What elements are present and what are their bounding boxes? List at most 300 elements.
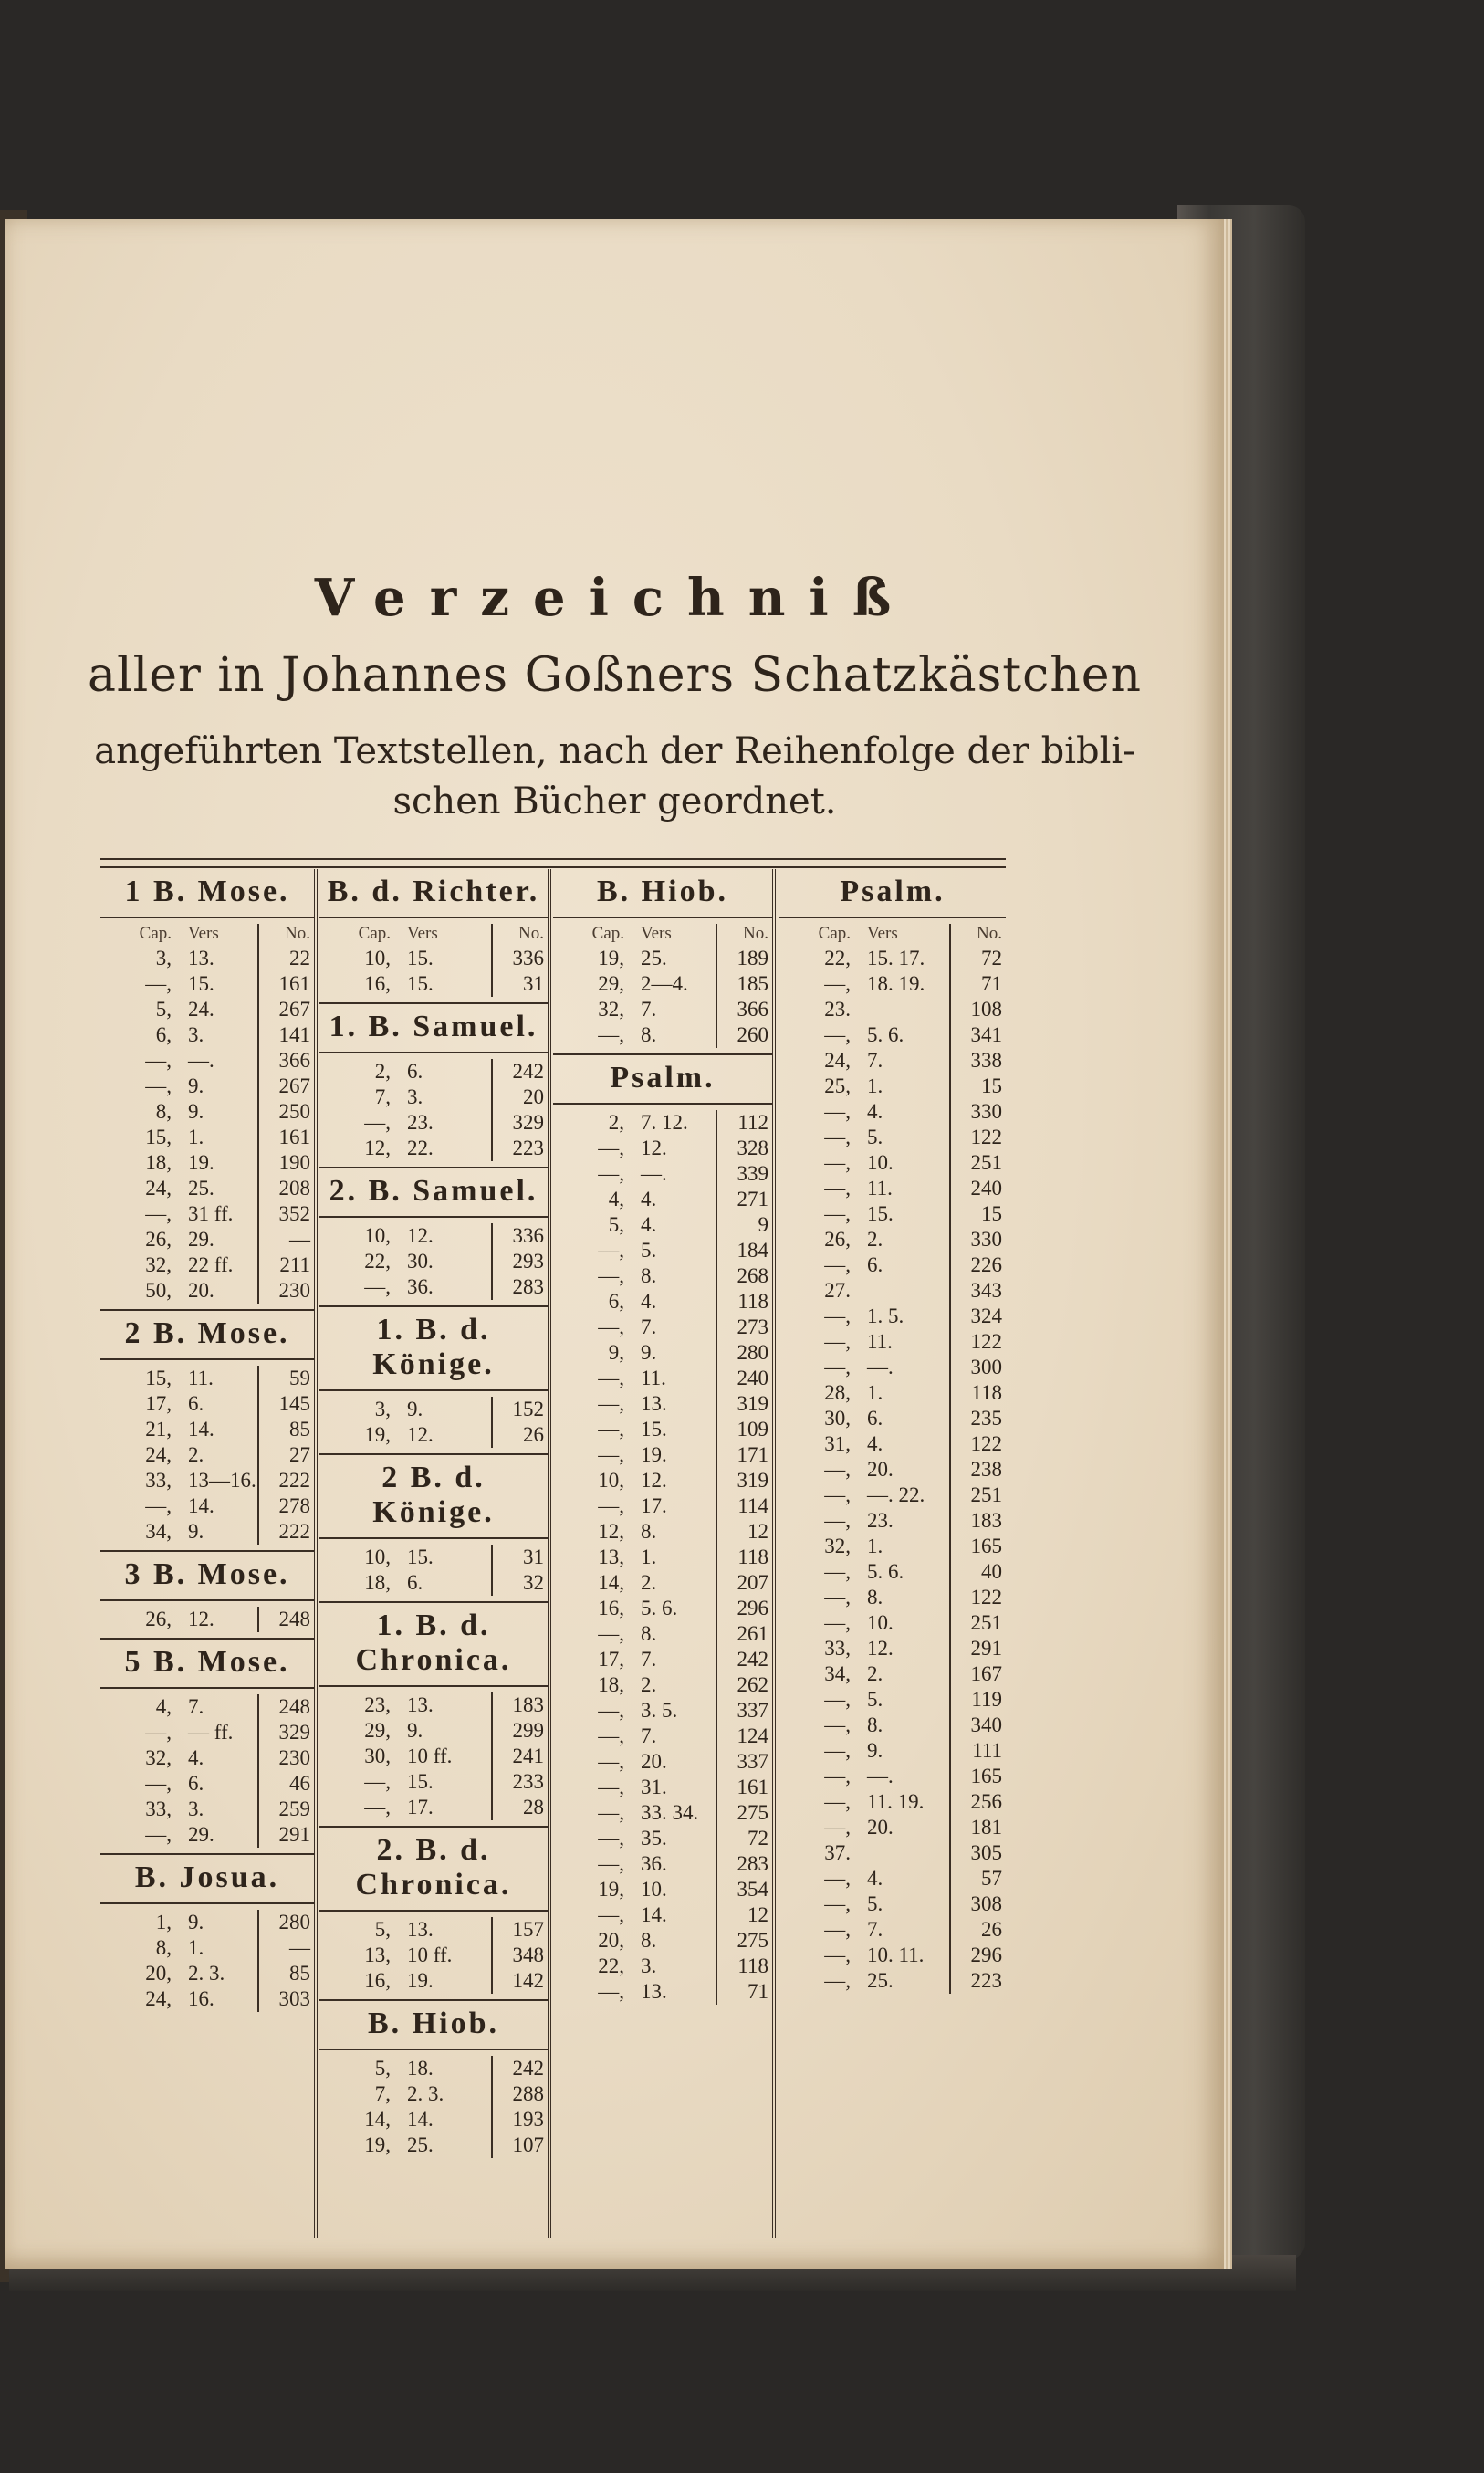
verse-cell: 2. 3.	[188, 1962, 225, 1985]
number-cell: 305	[949, 1840, 1006, 1866]
number-cell: 242	[491, 1059, 548, 1085]
chapter-cell: 29,	[364, 1719, 391, 1742]
chapter-cell: —,	[145, 1772, 172, 1795]
verse-cell: 2.	[641, 1673, 657, 1696]
chapter-cell: —,	[824, 1253, 851, 1276]
chapter-cell: —,	[824, 1509, 851, 1532]
number-cell: 319	[716, 1468, 772, 1493]
chapter-cell: —,	[364, 1770, 391, 1793]
number-cell: 109	[716, 1417, 772, 1442]
chapter-cell: —,	[598, 1827, 624, 1850]
number-cell: 189	[716, 946, 772, 971]
chapter-cell: 37.	[824, 1841, 851, 1864]
chapter-cell: 3,	[155, 947, 172, 969]
page-subtitle-line-3: schen Bücher geordnet.	[392, 781, 837, 823]
number-cell: 183	[491, 1692, 548, 1718]
verse-cell: 10.	[641, 1878, 667, 1901]
number-cell: 31	[491, 1545, 548, 1570]
number-cell: 303	[257, 1986, 314, 2012]
table-row	[100, 1201, 314, 1227]
number-cell: 32	[491, 1570, 548, 1596]
chapter-cell: —,	[824, 972, 851, 995]
verse-cell: 15.	[867, 1202, 894, 1225]
table-row	[779, 1048, 1006, 1074]
chapter-cell: —,	[598, 1239, 624, 1262]
page-title: Verzeichniß	[314, 568, 915, 628]
chapter-cell: 32,	[145, 1253, 172, 1276]
chapter-cell: 6,	[155, 1023, 172, 1046]
table-row	[779, 1329, 1006, 1355]
chapter-cell: —,	[824, 1867, 851, 1890]
number-cell: 271	[716, 1187, 772, 1212]
table-row	[779, 1636, 1006, 1661]
number-cell: 118	[716, 1289, 772, 1315]
table-row	[779, 1610, 1006, 1636]
chapter-cell: 25,	[824, 1074, 851, 1097]
table-row	[779, 971, 1006, 997]
number-cell: 230	[257, 1745, 314, 1771]
number-cell: 242	[491, 2056, 548, 2081]
verse-cell: 6.	[867, 1253, 883, 1276]
header-no: No.	[716, 924, 772, 946]
chapter-cell: —,	[598, 1494, 624, 1517]
chapter-cell: —,	[824, 1100, 851, 1123]
chapter-cell: 3,	[374, 1398, 391, 1420]
verse-cell: 17.	[641, 1494, 667, 1517]
chapter-cell: —,	[598, 1023, 624, 1046]
number-cell: 122	[949, 1329, 1006, 1355]
book-section-title: 5 B. Mose.	[100, 1638, 314, 1689]
table-row	[100, 1720, 314, 1745]
table-row	[319, 1692, 548, 1718]
header-vers: Vers	[867, 924, 898, 943]
number-cell: 40	[949, 1559, 1006, 1585]
verse-cell: 6.	[407, 1060, 423, 1083]
chapter-cell: —,	[824, 1586, 851, 1608]
chapter-cell: —,	[824, 1739, 851, 1762]
verse-cell: 15.	[407, 1770, 434, 1793]
chapter-cell: 26,	[145, 1228, 172, 1251]
number-cell: 256	[949, 1789, 1006, 1815]
number-cell: 211	[257, 1252, 314, 1278]
number-cell: 9	[716, 1212, 772, 1238]
number-cell: 291	[949, 1636, 1006, 1661]
table-row	[100, 1986, 314, 2012]
verse-cell: 12.	[407, 1423, 434, 1446]
table-row	[779, 1431, 1006, 1457]
verse-cell: 3.	[407, 1085, 423, 1108]
number-cell: 324	[949, 1304, 1006, 1329]
chapter-cell: 32,	[145, 1746, 172, 1769]
verse-cell: —. 22.	[867, 1483, 925, 1506]
table-row	[779, 1074, 1006, 1099]
book-section	[100, 1853, 314, 2012]
number-cell: 278	[257, 1493, 314, 1519]
chapter-cell: —,	[598, 1980, 624, 2003]
verse-cell: 6.	[188, 1772, 204, 1795]
verse-cell: 29.	[188, 1228, 214, 1251]
number-cell: 122	[949, 1431, 1006, 1457]
table-row	[553, 1417, 772, 1442]
verse-cell: 12.	[641, 1137, 667, 1159]
verse-cell: — ff.	[188, 1721, 234, 1744]
number-cell: 57	[949, 1866, 1006, 1891]
verse-cell: 19.	[641, 1443, 667, 1466]
book-section-title: 1. B. d. Chronica.	[319, 1601, 548, 1687]
chapter-cell: 23.	[824, 998, 851, 1021]
table-row	[100, 1048, 314, 1074]
number-cell: 235	[949, 1406, 1006, 1431]
table-row	[553, 1979, 772, 2005]
book-section	[319, 869, 548, 997]
table-row	[100, 1099, 314, 1125]
chapter-cell: 24,	[824, 1049, 851, 1072]
chapter-cell: —,	[824, 1918, 851, 1941]
chapter-cell: —,	[364, 1111, 391, 1134]
verse-cell: 7.	[867, 1049, 883, 1072]
table-row	[779, 1227, 1006, 1252]
number-cell: 207	[716, 1570, 772, 1596]
number-cell: 354	[716, 1877, 772, 1902]
chapter-cell: 21,	[145, 1418, 172, 1441]
chapter-cell: —,	[824, 1816, 851, 1839]
table-row	[319, 1917, 548, 1943]
chapter-cell: 33,	[145, 1797, 172, 1820]
verse-cell: 7.	[867, 1918, 883, 1941]
number-cell: 222	[257, 1519, 314, 1545]
book-section	[100, 1638, 314, 1848]
verse-cell: 9.	[188, 1520, 204, 1543]
verse-cell: 11. 19.	[867, 1790, 925, 1813]
table-row	[100, 1417, 314, 1442]
verse-cell: 20.	[867, 1458, 894, 1481]
table-row	[319, 1545, 548, 1570]
chapter-cell: 2,	[608, 1111, 624, 1134]
table-row	[779, 1789, 1006, 1815]
table-row	[553, 1749, 772, 1775]
table-row	[553, 1187, 772, 1212]
number-cell: 329	[491, 1110, 548, 1136]
chapter-cell: —,	[824, 1765, 851, 1787]
chapter-cell: 50,	[145, 1279, 172, 1302]
page-subtitle-line-2: angeführten Textstellen, nach der Reihenfolge der bibli-	[94, 730, 1135, 772]
chapter-cell: 18,	[364, 1571, 391, 1594]
verse-cell: 12.	[641, 1469, 667, 1492]
number-cell: —	[257, 1227, 314, 1252]
chapter-cell: 5,	[155, 998, 172, 1021]
table-row	[553, 1340, 772, 1366]
verse-cell: 14.	[188, 1494, 214, 1517]
verse-cell: 9.	[407, 1719, 423, 1742]
table-row	[553, 1954, 772, 1979]
chapter-cell: —,	[145, 1823, 172, 1846]
number-cell: 124	[716, 1724, 772, 1749]
number-cell: 26	[949, 1917, 1006, 1943]
chapter-cell: —,	[145, 1721, 172, 1744]
verse-cell: 1.	[867, 1074, 883, 1097]
table-row	[100, 1125, 314, 1150]
table-row	[779, 946, 1006, 971]
table-row	[100, 1935, 314, 1961]
number-cell: 337	[716, 1749, 772, 1775]
chapter-cell: —,	[598, 1852, 624, 1875]
verse-cell: 10. 11.	[867, 1944, 925, 1966]
column-header-row	[100, 924, 314, 946]
chapter-cell: 28,	[824, 1381, 851, 1404]
table-row	[100, 1278, 314, 1304]
number-cell: 348	[491, 1943, 548, 1968]
number-cell: 184	[716, 1238, 772, 1263]
table-row	[319, 971, 548, 997]
number-cell: 280	[257, 1910, 314, 1935]
verse-cell: 4.	[867, 1432, 883, 1455]
verse-cell: 33. 34.	[641, 1801, 699, 1824]
chapter-cell: 19,	[598, 1878, 624, 1901]
chapter-cell: 17,	[598, 1648, 624, 1671]
table-row	[779, 1355, 1006, 1380]
number-cell: 336	[491, 946, 548, 971]
verse-cell: —.	[867, 1356, 894, 1378]
chapter-cell: 2,	[374, 1060, 391, 1083]
table-row	[553, 1647, 772, 1672]
chapter-cell: 1,	[155, 1911, 172, 1933]
table-row	[100, 946, 314, 971]
verse-cell: 18.	[407, 2057, 434, 2080]
table-row	[779, 1022, 1006, 1048]
chapter-cell: —,	[145, 1202, 172, 1225]
verse-cell: 4.	[188, 1746, 204, 1769]
number-cell: 165	[949, 1764, 1006, 1789]
table-row	[319, 2132, 548, 2158]
chapter-cell: 13,	[364, 1944, 391, 1966]
number-cell: 293	[491, 1249, 548, 1274]
chapter-cell: 16,	[364, 1969, 391, 1992]
header-vers: Vers	[641, 924, 672, 943]
number-cell: 259	[257, 1797, 314, 1822]
verse-cell: 15.	[641, 1418, 667, 1441]
chapter-cell: —,	[598, 1443, 624, 1466]
chapter-cell: 4,	[155, 1695, 172, 1718]
number-cell: 343	[949, 1278, 1006, 1304]
table-row	[779, 1099, 1006, 1125]
number-cell: 261	[716, 1621, 772, 1647]
verse-cell: 15.	[407, 972, 434, 995]
column-header-row	[319, 924, 548, 946]
number-cell: 141	[257, 1022, 314, 1048]
table-row	[319, 1085, 548, 1110]
chapter-cell: 8,	[155, 1936, 172, 1959]
table-row	[553, 1698, 772, 1724]
chapter-cell: 16,	[364, 972, 391, 995]
chapter-cell: 19,	[598, 947, 624, 969]
verse-cell: 4.	[641, 1290, 657, 1313]
chapter-cell: —,	[824, 1151, 851, 1174]
table-row	[319, 1943, 548, 1968]
table-row	[553, 1851, 772, 1877]
table-row	[779, 1534, 1006, 1559]
table-row	[100, 1176, 314, 1201]
verse-cell: 4.	[641, 1213, 657, 1236]
number-cell: 118	[949, 1380, 1006, 1406]
chapter-cell: —,	[364, 1796, 391, 1818]
verse-cell: 2. 3.	[407, 2082, 444, 2105]
chapter-cell: 7,	[374, 2082, 391, 2105]
header-no: No.	[257, 924, 314, 946]
chapter-cell: —,	[598, 1137, 624, 1159]
table-row	[553, 946, 772, 971]
table-row	[779, 1150, 1006, 1176]
number-cell: 366	[716, 997, 772, 1022]
verse-cell	[854, 1840, 949, 1866]
number-cell: 250	[257, 1099, 314, 1125]
table-row	[100, 1074, 314, 1099]
table-row	[319, 1769, 548, 1795]
verse-cell: 35.	[641, 1827, 667, 1850]
number-cell: 283	[491, 1274, 548, 1300]
table-row	[779, 1483, 1006, 1508]
chapter-cell: —,	[824, 1713, 851, 1736]
book-section-title: B. d. Richter.	[319, 869, 548, 918]
chapter-cell: —,	[824, 1892, 851, 1915]
verse-cell: 9.	[188, 1100, 204, 1123]
verse-cell: 14.	[407, 2108, 434, 2131]
chapter-cell: 10,	[364, 1546, 391, 1568]
book-section	[319, 1601, 548, 1820]
verse-cell: 4.	[641, 1188, 657, 1210]
book-section-title: 1 B. Mose.	[100, 869, 314, 918]
verse-cell: 8.	[641, 1520, 657, 1543]
verse-cell: 11.	[188, 1367, 214, 1389]
verse-cell: 23.	[867, 1509, 894, 1532]
chapter-cell: 19,	[364, 2133, 391, 2156]
table-row	[100, 1442, 314, 1468]
verse-cell: 8.	[641, 1929, 657, 1952]
table-row	[319, 1397, 548, 1422]
number-cell: 85	[257, 1417, 314, 1442]
table-row	[553, 1366, 772, 1391]
chapter-cell: 22,	[824, 947, 851, 969]
chapter-cell: 15,	[145, 1367, 172, 1389]
number-cell: 240	[949, 1176, 1006, 1201]
number-cell: 157	[491, 1917, 548, 1943]
table-row	[779, 1943, 1006, 1968]
chapter-cell: 23,	[364, 1693, 391, 1716]
number-cell: 12	[716, 1519, 772, 1545]
number-cell: 241	[491, 1744, 548, 1769]
chapter-cell: 30,	[824, 1407, 851, 1430]
chapter-cell: 15,	[145, 1126, 172, 1148]
verse-cell: 6.	[188, 1392, 204, 1415]
book-section-title: 2 B. d. Könige.	[319, 1453, 548, 1539]
number-cell: 280	[716, 1340, 772, 1366]
chapter-cell: 5,	[374, 1918, 391, 1941]
chapter-cell: —,	[824, 1944, 851, 1966]
number-cell: 337	[716, 1698, 772, 1724]
chapter-cell: 34,	[824, 1662, 851, 1685]
chapter-cell: —,	[598, 1162, 624, 1185]
chapter-cell: —,	[824, 1202, 851, 1225]
number-cell: 340	[949, 1713, 1006, 1738]
table-row	[779, 1380, 1006, 1406]
table-row	[779, 1508, 1006, 1534]
number-cell: 248	[257, 1607, 314, 1632]
number-cell: 161	[716, 1775, 772, 1800]
number-cell: 223	[949, 1968, 1006, 1994]
verse-cell: 16.	[188, 1987, 214, 2010]
chapter-cell: 13,	[598, 1546, 624, 1568]
number-cell: 59	[257, 1366, 314, 1391]
index-column-2	[319, 869, 551, 2238]
verse-cell: 36.	[641, 1852, 667, 1875]
table-row	[779, 1559, 1006, 1585]
chapter-cell: 30,	[364, 1745, 391, 1767]
book-section-title: Psalm.	[779, 869, 1006, 918]
table-row	[319, 1744, 548, 1769]
verse-cell: 11.	[867, 1330, 893, 1353]
number-cell: 299	[491, 1718, 548, 1744]
number-cell: 28	[491, 1795, 548, 1820]
book-section	[100, 1550, 314, 1632]
verse-cell: 11.	[867, 1177, 893, 1200]
table-row	[553, 971, 772, 997]
table-row	[779, 1125, 1006, 1150]
chapter-cell: 14,	[598, 1571, 624, 1594]
book-section-title: 1. B. d. Könige.	[319, 1305, 548, 1391]
chapter-cell: 4,	[608, 1188, 624, 1210]
chapter-cell: 22,	[598, 1954, 624, 1977]
table-row	[779, 1406, 1006, 1431]
verse-cell: 1.	[188, 1936, 204, 1959]
number-cell: 161	[257, 1125, 314, 1150]
verse-cell: 9.	[188, 1911, 204, 1933]
verse-cell: —.	[867, 1765, 894, 1787]
table-row	[319, 1249, 548, 1274]
book-section-title: 3 B. Mose.	[100, 1550, 314, 1601]
table-row	[553, 1136, 772, 1161]
chapter-cell: 29,	[598, 972, 624, 995]
chapter-cell: 5,	[374, 2057, 391, 2080]
header-no: No.	[949, 924, 1006, 946]
table-row	[779, 1815, 1006, 1840]
chapter-cell: —,	[598, 1315, 624, 1338]
table-row	[319, 2107, 548, 2132]
number-cell: 273	[716, 1315, 772, 1340]
index-column-1	[100, 869, 318, 2238]
number-cell: 222	[257, 1468, 314, 1493]
number-cell: 145	[257, 1391, 314, 1417]
verse-cell: 15.	[188, 972, 214, 995]
page-subtitle-line-1: aller in Johannes Goßners Schatzkästchen	[87, 648, 1143, 703]
chapter-cell: —,	[598, 1392, 624, 1415]
verse-cell: —.	[188, 1049, 214, 1072]
header-cap: Cap.	[818, 924, 851, 943]
table-top-rule	[100, 858, 1006, 868]
table-row	[553, 1110, 772, 1136]
table-row	[779, 1201, 1006, 1227]
verse-cell: 5.	[641, 1239, 657, 1262]
chapter-cell: 10,	[364, 1224, 391, 1247]
number-cell: 275	[716, 1800, 772, 1826]
header-no: No.	[491, 924, 548, 946]
table-row	[100, 1694, 314, 1720]
table-row	[100, 1493, 314, 1519]
header-cap: Cap.	[358, 924, 391, 943]
verse-cell: 8.	[641, 1622, 657, 1645]
number-cell: 190	[257, 1150, 314, 1176]
number-cell: 114	[716, 1493, 772, 1519]
verse-cell: 5. 6.	[867, 1560, 904, 1583]
verse-cell: 5. 6.	[641, 1597, 678, 1619]
